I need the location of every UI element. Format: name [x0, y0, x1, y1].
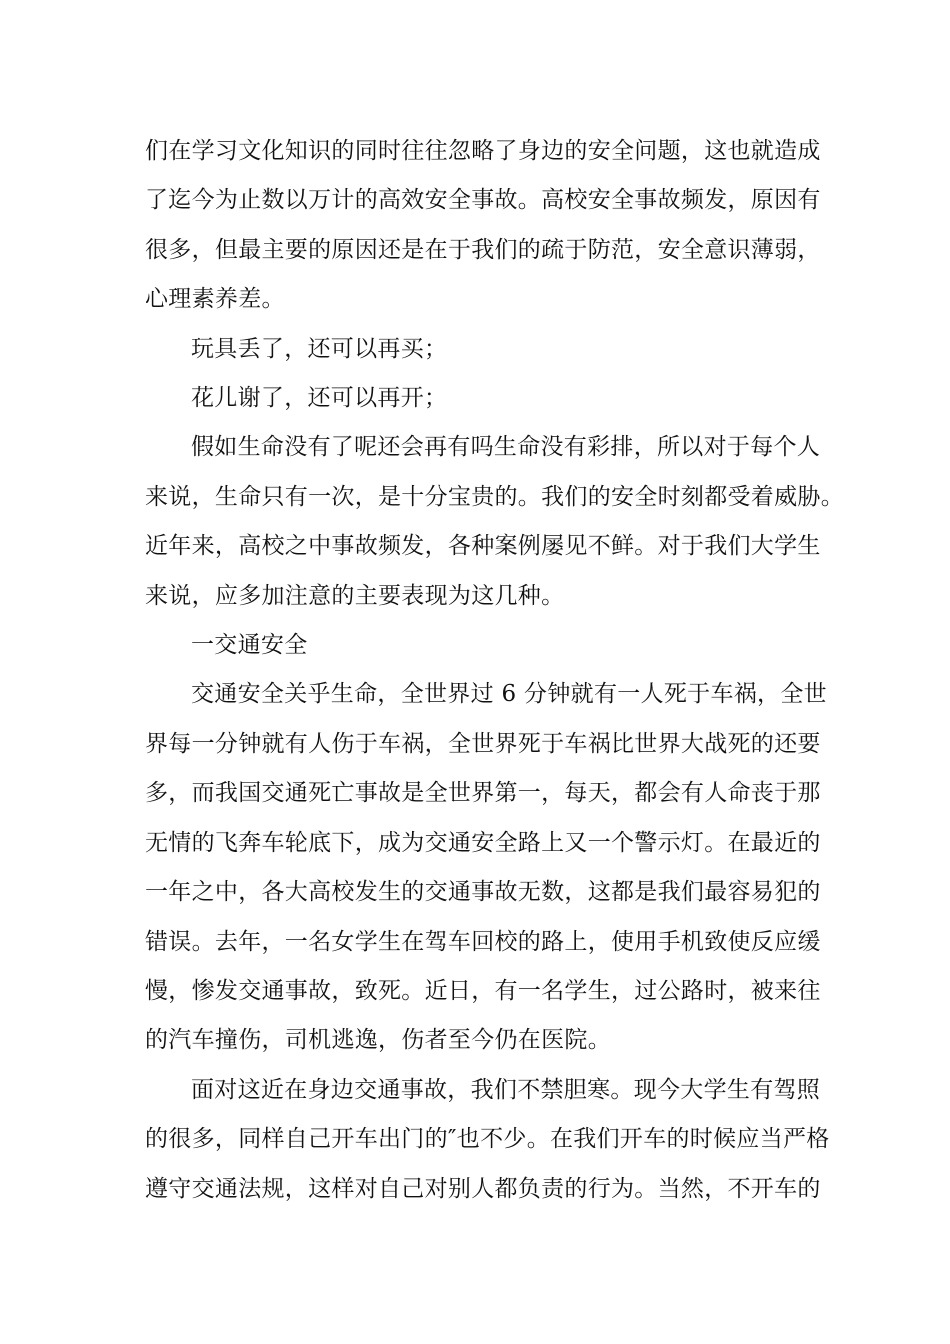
section-heading-traffic-safety	[145, 621, 815, 670]
text-line: 来说，生命只有一次，是十分宝贵的。我们的安全时刻都受着威胁。	[145, 483, 844, 510]
body-text	[145, 127, 844, 1214]
paragraph-4	[145, 423, 844, 621]
text-line: 界每一分钟就有人伤于车祸，全世界死于车祸比世界大战死的还要	[145, 730, 821, 757]
text-line: 错误。去年，一名女学生在驾车回校的路上，使用手机致使反应缓	[145, 928, 821, 955]
paragraph-2	[145, 325, 815, 374]
text-line: 近年来，高校之中事故频发，各种案例屡见不鲜。对于我们大学生	[145, 533, 821, 560]
text-line: 很多，但最主要的原因还是在于我们的疏于防范，安全意识薄弱，	[145, 236, 821, 263]
text-line: 心理素养差。	[145, 286, 285, 313]
text-line: 了迄今为止数以万计的高效安全事故。高校安全事故频发，原因有	[145, 187, 821, 214]
text-line: 交通安全关乎生命，全世界过 6 分钟就有一人死于车祸，全世	[191, 681, 827, 708]
text-line: 慢，惨发交通事故，致死。近日，有一名学生，过公路时，被来往	[145, 977, 821, 1004]
paragraph-3	[145, 374, 815, 423]
text-line: 来说，应多加注意的主要表现为这几种。	[145, 582, 565, 609]
text-line: 一年之中，各大高校发生的交通事故无数，这都是我们最容易犯的	[145, 879, 821, 906]
paragraph-6	[145, 670, 827, 1065]
text-line: 玩具丢了，还可以再买；	[191, 335, 448, 362]
text-line: 遵守交通法规，这样对自己对别人都负责的行为。当然，不开车的	[145, 1175, 821, 1202]
text-line: 一交通安全	[191, 632, 308, 659]
text-line: 花儿谢了，还可以再开；	[191, 385, 448, 412]
text-line: 无情的飞奔车轮底下，成为交通安全路上又一个警示灯。在最近的	[145, 829, 821, 856]
text-line: 假如生命没有了呢还会再有吗生命没有彩排，所以对于每个人	[191, 434, 821, 461]
paragraph-1	[145, 127, 821, 325]
text-line: 多，而我国交通死亡事故是全世界第一，每天，都会有人命丧于那	[145, 780, 821, 807]
text-line: 们在学习文化知识的同时往往忽略了身边的安全问题，这也就造成	[145, 138, 821, 164]
text-line: 的汽车撞伤，司机逃逸，伤者至今仍在医院。	[145, 1027, 611, 1054]
text-line: 面对这近在身边交通事故，我们不禁胆寒。现今大学生有驾照	[191, 1076, 821, 1103]
paragraph-7	[145, 1066, 830, 1214]
text-line: 的很多，同样自己开车出门的″也不少。在我们开车的时候应当严格	[145, 1126, 830, 1153]
